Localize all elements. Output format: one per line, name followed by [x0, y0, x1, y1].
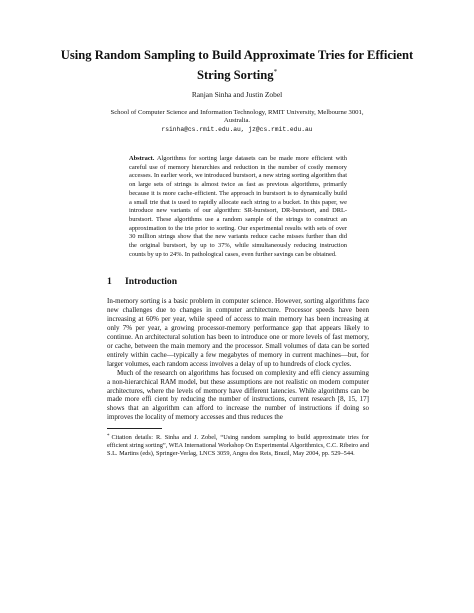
- paper-title: [60, 47, 414, 84]
- paragraph-2: Much of the research on algorithms has focused on complexity and effi ciency assuming a non-hierarchical RAM model, but these assumptions are not realistic on modern computer architectures, where the levels of memory have different latencies. While algorithms can be made more effi cient by reducing the number of instructions, current research [8, 15, 17] shows that an algorithm can afford to increase the number of instructions if doing so improves the locality of memory accesses and thus reduces the: [107, 368, 369, 422]
- footnote-divider: [107, 428, 162, 429]
- section-title: Introduction: [125, 276, 178, 287]
- body-text: [107, 297, 369, 422]
- affiliation-line-2: Australia.: [223, 117, 251, 125]
- footnote-text: Citation details: R. Sinha and J. Zobel, “Using random sampling to build approximate tries for efficient string sorting”, WEA International Workshop On Experimental Algorithmics, C.C. Ribeiro and S.L. Martins (eds), Springer-Verlag, LNCS 3059, Angra dos Reis, Brazil, May 2004, pp. 529–544.: [107, 434, 369, 458]
- author-emails: rsinha@cs.rmit.edu.au, jz@cs.rmit.edu.au: [161, 125, 313, 133]
- abstract-text: Algorithms for sorting large datasets can be made more efficient with careful use of memory hierarchies and reduction in the number of costly memory accesses. In earlier work, we introduced burstsort, a new string sorting algorithm that on large sets of strings is almost twice as fast as previous algorithms, primarily because it is more cache-efficient. The approach in burstsort is to dynamically build a small trie that is used to rapidly allocate each string to a bucket. In this paper, we introduce new variants of our algorithm: SR-burstsort, DR-burstsort, and DRL-burstsort. These algorithms use a random sample of the strings to construct an approximation to the trie prior to sorting. Our experimental results with sets of over 30 million strings show that the new variants reduce cache misses further than did the original burstsort, by up to 37%, while simultaneously reducing instruction counts by up to 24%. In pathological cases, even further savings can be obtained.: [129, 155, 347, 258]
- footnote-mark: *: [107, 434, 110, 439]
- abstract-label: Abstract.: [129, 155, 155, 162]
- title-footnote-mark: *: [273, 68, 278, 76]
- author-list: Ranjan Sinha and Justin Zobel: [191, 90, 283, 99]
- section-number: 1: [107, 276, 112, 287]
- abstract: [129, 155, 347, 259]
- section-heading-introduction: [107, 276, 177, 288]
- paragraph-1: In-memory sorting is a basic problem in computer science. However, sorting algorithms face new challenges due to changes in computer architecture. Processor speeds have been increasing at 60% per year, while speed of access to main memory has been increasing at only 7% per year, a growing processor-memory performance gap that appears likely to continue. An architectural solution has been to introduce one or more levels of fast memory, or cache, between the main memory and the processor. Small volumes of data can be sorted entirely within cache—typically a few megabytes of memory in current machines—but, for larger volumes, each random access involves a delay of up to hundreds of clock cycles.: [107, 297, 369, 368]
- affiliation-block: [90, 109, 384, 134]
- footnote: [107, 433, 369, 458]
- paper-title-text: Using Random Sampling to Build Approximate Tries for Efficient String Sorting: [60, 48, 414, 83]
- affiliation-line-1: School of Computer Science and Information Technology, RMIT University, Melbourne 3001,: [110, 109, 364, 116]
